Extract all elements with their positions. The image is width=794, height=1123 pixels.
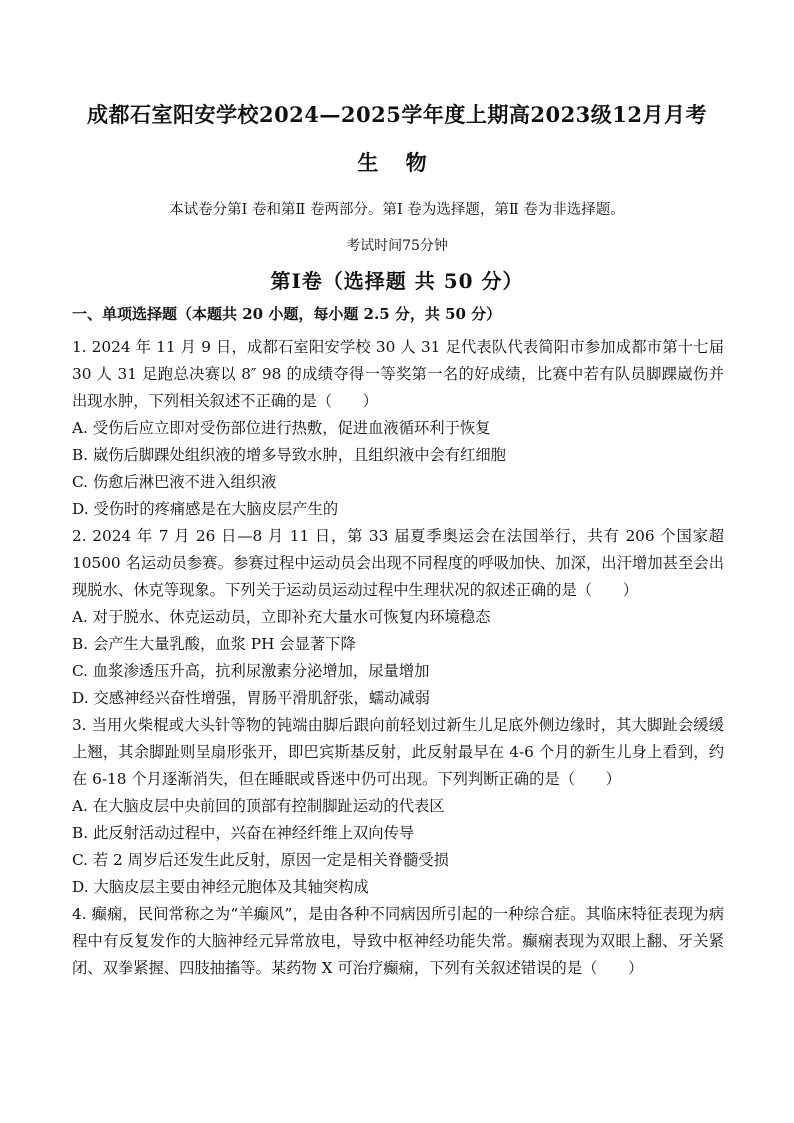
option-c: C. 血浆渗透压升高，抗利尿激素分泌增加，尿量增加 (72, 662, 430, 680)
option-a: A. 受伤后应立即对受伤部位进行热敷，促进血液循环利于恢复 (72, 419, 491, 437)
question-list (72, 334, 724, 982)
exam-title: 成都石室阳安学校2024—2025学年度上期高2023级12月月考 (86, 102, 708, 127)
option-d: D. 大脑皮层主要由神经元胞体及其轴突构成 (72, 878, 369, 896)
question-stem: 2. 2024 年 7 月 26 日—8 月 11 日，第 33 届夏季奥运会在法国举行，共有 206 个国家超 10500 名运动员参赛。参赛过程中运动员会出现不同程度的呼吸加快、加深，出汗增加甚至会出现脱水、休克等现象。下列关于运动员运动过程中生理状况的叙述正确的是（ ） (72, 527, 724, 599)
option-c: C. 若 2 周岁后还发生此反射，原因一定是相关脊髓受损 (72, 851, 449, 869)
option-b: B. 此反射活动过程中，兴奋在神经纤维上双向传导 (72, 824, 415, 842)
question-stem: 3. 当用火柴棍或大头针等物的钝端由脚后跟向前轻划过新生儿足底外侧边缘时，其大脚趾会缓缓上翘，其余脚趾则呈扇形张开，即巴宾斯基反射，此反射最早在 4-6 个月的新生儿身上看到，约在 6-18 个月逐渐消失，但在睡眠或昏迷中仍可出现。下列判断正确的是（ ） (72, 716, 724, 788)
question-3 (72, 712, 724, 901)
section-heading: 一、单项选择题（本题共 20 小题，每小题 2.5 分，共 50 分） (72, 305, 502, 323)
option-a: A. 对于脱水、休克运动员，立即补充大量水可恢复内环境稳态 (72, 608, 491, 626)
option-d: D. 交感神经兴奋性增强，胃肠平滑肌舒张，蠕动减弱 (72, 689, 430, 707)
question-2 (72, 523, 724, 712)
exam-time: 考试时间75分钟 (346, 238, 448, 254)
option-b: B. 会产生大量乳酸，血浆 PH 会显著下降 (72, 635, 356, 653)
question-1 (72, 334, 724, 523)
question-4 (72, 901, 724, 982)
option-c: C. 伤愈后淋巴液不进入组织液 (72, 473, 277, 491)
option-a: A. 在大脑皮层中央前回的顶部有控制脚趾运动的代表区 (72, 797, 445, 815)
question-stem: 1. 2024 年 11 月 9 日，成都石室阳安学校 30 人 31 足代表队代表简阳市参加成都市第十七届 30 人 31 足跑总决赛以 8″ 98 的成绩夺得一等奖第一名的好成绩，比赛中若有队员脚踝崴伤并出现水肿，下列相关叙述不正确的是（ ） (72, 338, 724, 410)
exam-intro: 本试卷分第Ⅰ 卷和第Ⅱ 卷两部分。第Ⅰ 卷为选择题，第Ⅱ 卷为非选择题。 (169, 202, 625, 218)
question-stem: 4. 癫痫，民间常称之为“羊癫风”，是由各种不同病因所引起的一种综合症。其临床特征表现为病程中有反复发作的大脑神经元异常放电，导致中枢神经功能失常。癫痫表现为双眼上翻、牙关紧闭、双拳紧握、四肢抽搐等。某药物 X 可治疗癫痫，下列有关叙述错误的是（ ） (72, 905, 724, 977)
subject-title: 生 物 (357, 150, 437, 175)
part-title: 第Ⅰ卷（选择题 共 50 分） (270, 269, 524, 293)
option-b: B. 崴伤后脚踝处组织液的增多导致水肿，且组织液中会有红细胞 (72, 446, 506, 464)
option-d: D. 受伤时的疼痛感是在大脑皮层产生的 (72, 500, 339, 518)
